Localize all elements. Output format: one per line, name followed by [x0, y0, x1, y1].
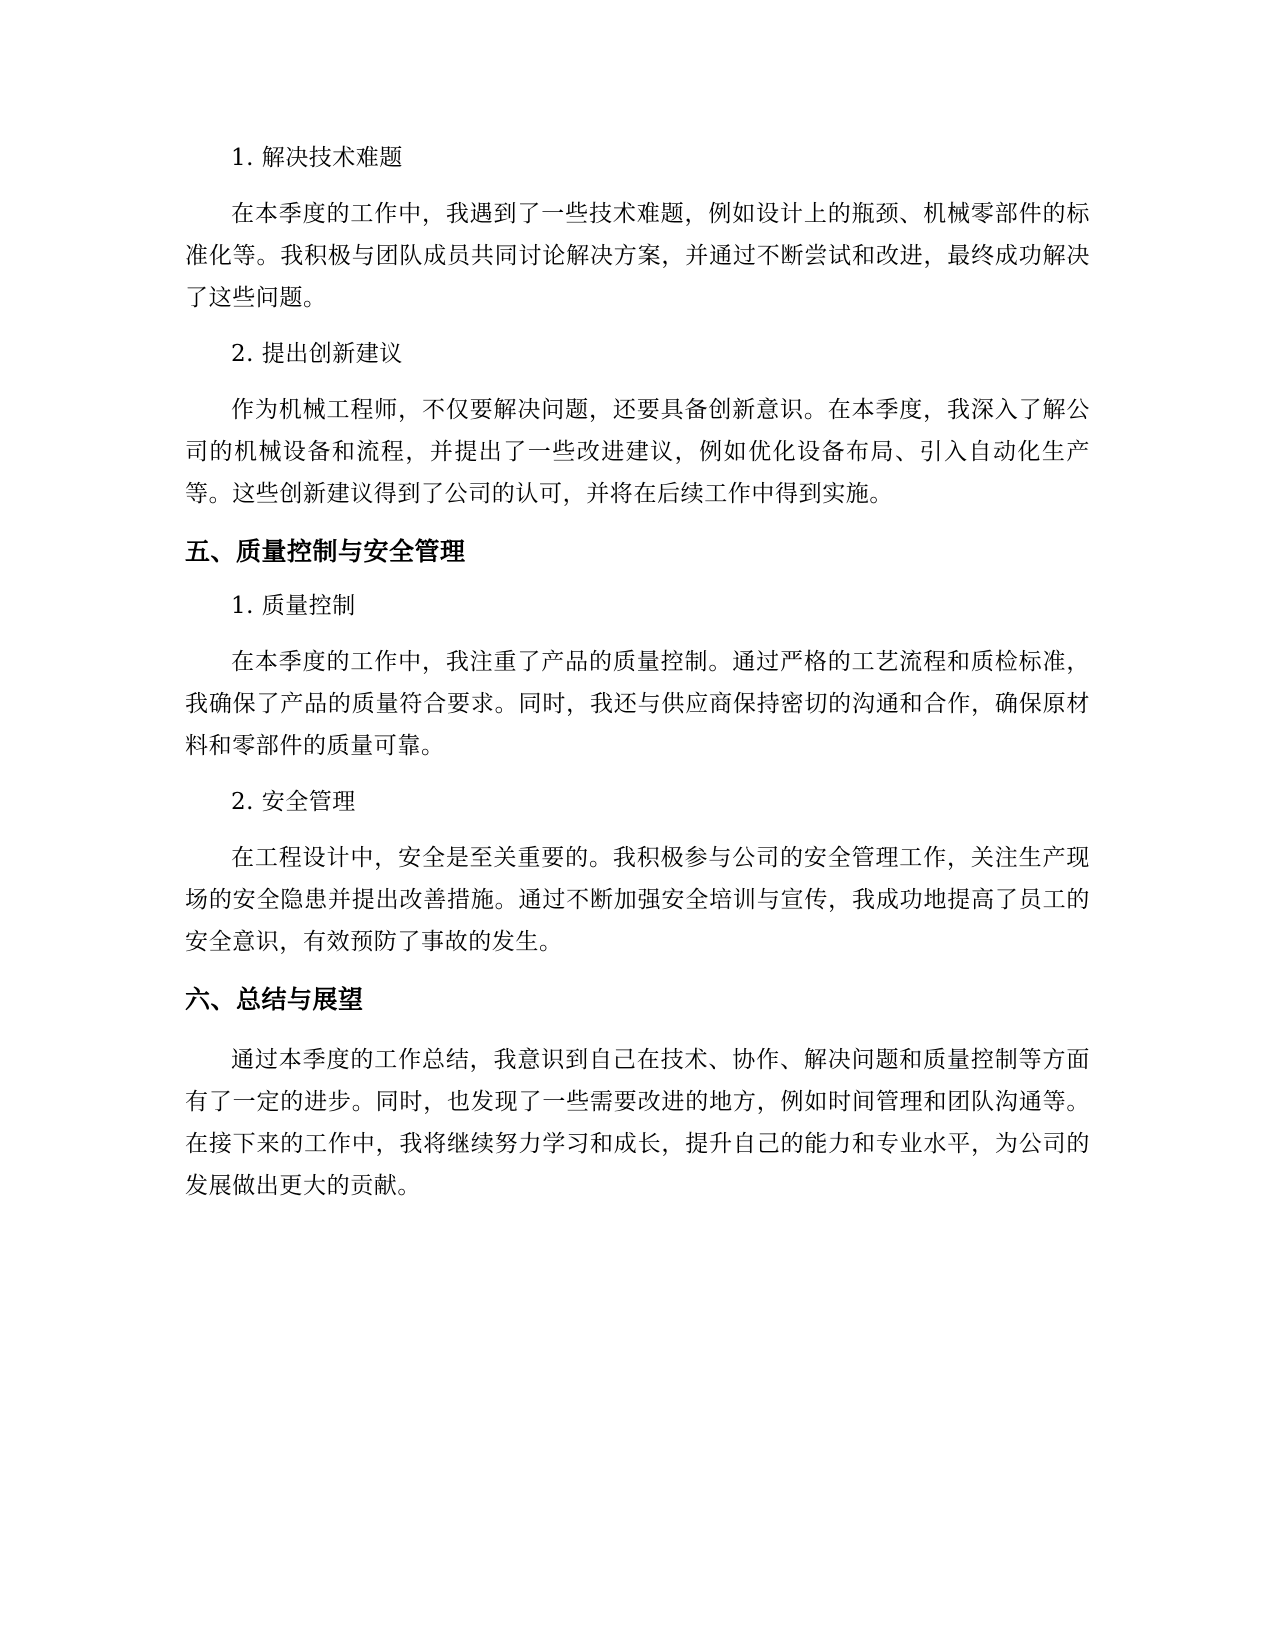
paragraph-quality-control: 在本季度的工作中，我注重了产品的质量控制。通过严格的工艺流程和质检标准，我确保了产品的质量符合要求。同时，我还与供应商保持密切的沟通和合作，确保原材料和零部件的质量可靠。 [185, 649, 1090, 759]
paragraph-innovation: 作为机械工程师，不仅要解决问题，还要具备创新意识。在本季度，我深入了解公司的机械设备和流程，并提出了一些改进建议，例如优化设备布局、引入自动化生产等。这些创新建议得到了公司的认可，并将在后续工作中得到实施。 [185, 397, 1090, 507]
paragraph-safety-management: 在工程设计中，安全是至关重要的。我积极参与公司的安全管理工作，关注生产现场的安全隐患并提出改善措施。通过不断加强安全培训与宣传，我成功地提高了员工的安全意识，有效预防了事故的发生。 [185, 845, 1090, 955]
list-item-solve-technical-problems: 1. 解决技术难题 [231, 145, 403, 171]
section-heading-summary-outlook: 六、总结与展望 [185, 985, 364, 1014]
paragraph-technical-problems: 在本季度的工作中，我遇到了一些技术难题，例如设计上的瓶颈、机械零部件的标准化等。我积极与团队成员共同讨论解决方案，并通过不断尝试和改进，最终成功解决了这些问题。 [185, 201, 1090, 311]
list-item-quality-control: 1. 质量控制 [231, 593, 356, 619]
paragraph-summary: 通过本季度的工作总结，我意识到自己在技术、协作、解决问题和质量控制等方面有了一定的进步。同时，也发现了一些需要改进的地方，例如时间管理和团队沟通等。在接下来的工作中，我将继续努力学习和成长，提升自己的能力和专业水平，为公司的发展做出更大的贡献。 [185, 1047, 1090, 1199]
section-heading-quality-safety: 五、质量控制与安全管理 [185, 537, 466, 566]
list-item-safety-management: 2. 安全管理 [231, 789, 356, 815]
list-item-innovation-suggestions: 2. 提出创新建议 [231, 341, 403, 367]
document-body [185, 143, 1090, 1227]
